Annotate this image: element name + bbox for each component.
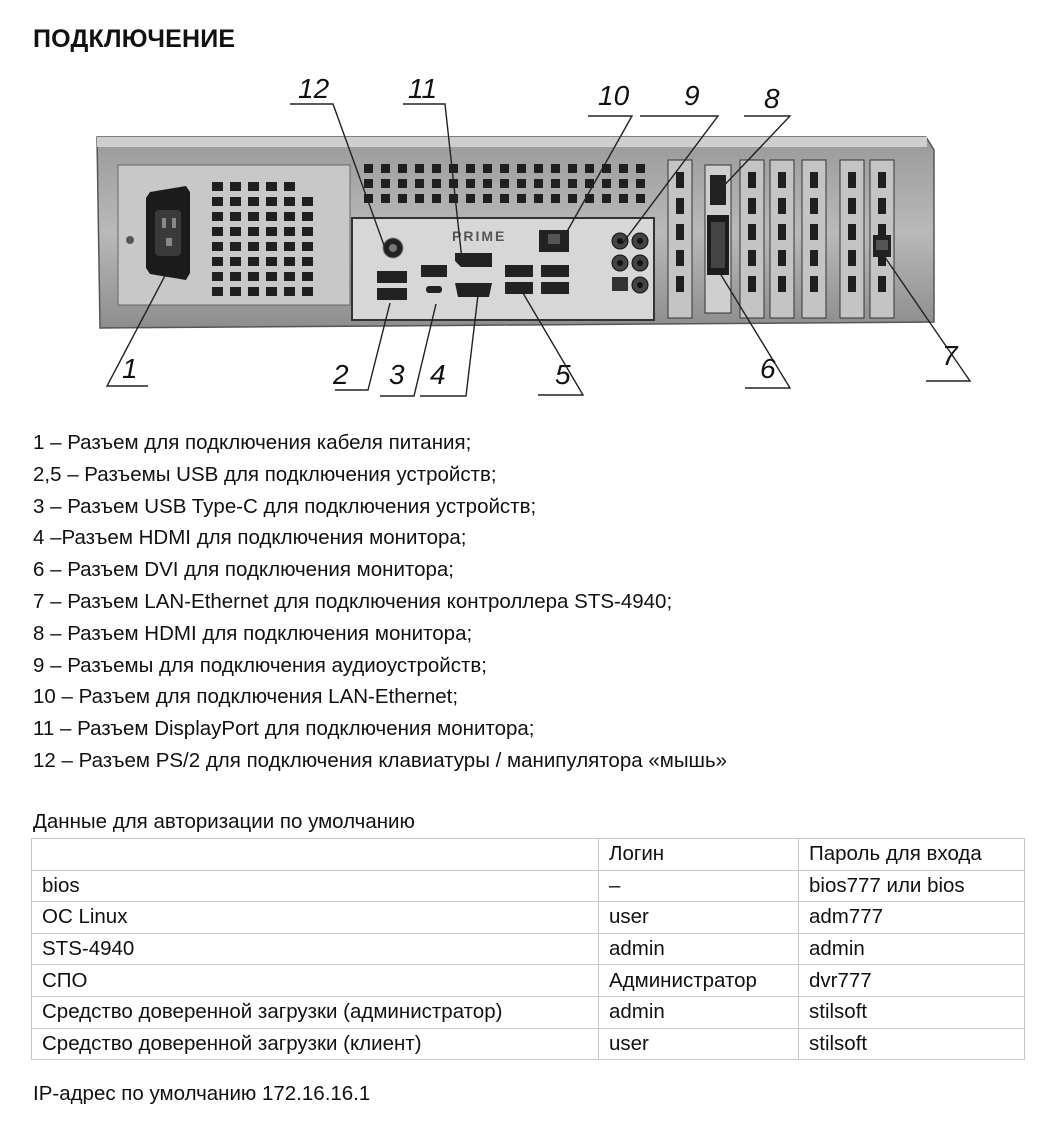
slot-vent <box>778 250 786 266</box>
rear-panel-figure <box>0 60 1060 405</box>
vent-hole <box>381 194 390 203</box>
table-cell: bios <box>32 870 599 902</box>
vent-hole <box>534 164 543 173</box>
vent-hole <box>398 164 407 173</box>
table-cell: – <box>599 870 799 902</box>
legend-item: 8 – Разъем HDMI для подключения монитора; <box>33 621 473 645</box>
psu-grille-hole <box>266 197 277 206</box>
slot-vent <box>810 224 818 240</box>
vent-hole <box>398 179 407 188</box>
vent-hole <box>364 164 373 173</box>
psu-grille-hole <box>302 212 313 221</box>
psu-grille-hole <box>230 272 241 281</box>
psu-grille-hole <box>212 257 223 266</box>
vent-hole <box>568 179 577 188</box>
table-cell: user <box>599 902 799 934</box>
usb-port-right-2 <box>505 282 533 294</box>
vent-hole <box>636 194 645 203</box>
callout-6: 6 <box>760 353 776 384</box>
hdmi-port-gpu <box>710 175 726 205</box>
page-title: ПОДКЛЮЧЕНИЕ <box>33 25 236 53</box>
slot-vent <box>778 276 786 292</box>
slot-vent <box>848 250 856 266</box>
slot-vent <box>676 224 684 240</box>
psu-grille-hole <box>248 242 259 251</box>
usb-port-mid <box>421 265 447 277</box>
callout-7: 7 <box>942 340 958 371</box>
legend-item: 2,5 – Разъемы USB для подключения устройств; <box>33 462 497 486</box>
table-cell: stilsoft <box>799 1028 1025 1060</box>
slot-vent <box>848 224 856 240</box>
psu-grille-hole <box>266 227 277 236</box>
psu-grille-hole <box>230 257 241 266</box>
psu-grille-hole <box>248 287 259 296</box>
table-header-cell <box>32 839 599 871</box>
table-cell: Администратор <box>599 965 799 997</box>
psu-grille-hole <box>212 227 223 236</box>
psu-grille-hole <box>284 272 295 281</box>
vent-hole <box>449 194 458 203</box>
callout-9: 9 <box>684 80 700 111</box>
psu-grille-hole <box>266 272 277 281</box>
vent-hole <box>466 164 475 173</box>
usb-port-left-bottom <box>377 288 407 300</box>
slot-vent <box>848 276 856 292</box>
psu-grille-hole <box>248 227 259 236</box>
gpu-bracket <box>705 165 731 313</box>
auth-caption: Данные для авторизации по умолчанию <box>33 810 415 833</box>
legend-item: 12 – Разъем PS/2 для подключения клавиатуры / манипулятора «мышь» <box>33 748 728 772</box>
vent-hole <box>619 164 628 173</box>
psu-grille-hole <box>284 227 295 236</box>
vent-hole <box>415 179 424 188</box>
table-cell: Средство доверенной загрузки (клиент) <box>32 1028 599 1060</box>
slot-vent <box>848 198 856 214</box>
vent-hole <box>619 194 628 203</box>
psu-grille-hole <box>248 182 259 191</box>
slot-vent <box>778 224 786 240</box>
psu-grille-hole <box>266 242 277 251</box>
vent-hole <box>381 164 390 173</box>
table-row <box>32 1028 1025 1060</box>
vent-hole <box>466 194 475 203</box>
table-cell: СПО <box>32 965 599 997</box>
vent-hole <box>534 179 543 188</box>
vent-hole <box>517 164 526 173</box>
psu-grille-hole <box>212 287 223 296</box>
vent-hole <box>483 164 492 173</box>
slot-vent <box>848 172 856 188</box>
vent-hole <box>551 194 560 203</box>
callout-11: 11 <box>408 73 438 104</box>
callout-4: 4 <box>430 359 446 390</box>
table-cell: bios777 или bios <box>799 870 1025 902</box>
hdmi-port-board <box>455 283 492 297</box>
legend-item: 10 – Разъем для подключения LAN-Ethernet; <box>33 685 459 709</box>
table-header-cell: Логин <box>599 839 799 871</box>
psu-grille-hole <box>230 227 241 236</box>
vent-hole <box>398 194 407 203</box>
slot-vent <box>748 224 756 240</box>
psu-grille-hole <box>302 227 313 236</box>
callout-3: 3 <box>389 359 405 390</box>
table-row <box>32 965 1025 997</box>
callout-8: 8 <box>764 83 780 114</box>
vent-hole <box>415 164 424 173</box>
psu-grille-hole <box>302 197 313 206</box>
table-cell: admin <box>599 996 799 1028</box>
callout-12: 12 <box>298 73 330 104</box>
vent-hole <box>568 194 577 203</box>
slot-vent <box>676 250 684 266</box>
vent-hole <box>551 164 560 173</box>
slot-vent <box>810 276 818 292</box>
table-cell: adm777 <box>799 902 1025 934</box>
usb-port-right-3 <box>541 265 569 277</box>
ip-address-note: IP-адрес по умолчанию 172.16.16.1 <box>33 1082 371 1105</box>
legend-item: 4 –Разъем HDMI для подключения монитора; <box>33 526 467 550</box>
vent-hole <box>602 194 611 203</box>
vent-hole <box>534 194 543 203</box>
vent-hole <box>568 164 577 173</box>
vent-hole <box>483 194 492 203</box>
psu-grille-hole <box>284 242 295 251</box>
vent-hole <box>636 164 645 173</box>
vent-hole <box>466 179 475 188</box>
psu-grille-hole <box>266 182 277 191</box>
displayport-port <box>455 253 492 267</box>
vent-hole <box>602 164 611 173</box>
legend-item: 1 – Разъем для подключения кабеля питания; <box>33 431 472 454</box>
vent-hole <box>619 179 628 188</box>
callout-2: 2 <box>333 359 349 390</box>
vent-hole <box>500 194 509 203</box>
slot-vent <box>676 198 684 214</box>
slot-vent <box>748 276 756 292</box>
psu-grille-hole <box>212 182 223 191</box>
slot-vent <box>778 198 786 214</box>
usb-port-right-1 <box>505 265 533 277</box>
table-row <box>32 996 1025 1028</box>
table-header-cell: Пароль для входа <box>799 839 1025 871</box>
table-cell: dvr777 <box>799 965 1025 997</box>
vent-hole <box>500 164 509 173</box>
slot-vent <box>748 198 756 214</box>
psu-grille-hole <box>212 272 223 281</box>
psu-grille-hole <box>266 287 277 296</box>
psu-grille-hole <box>230 287 241 296</box>
legend-item: 11 – Разъем DisplayPort для подключения монитора; <box>33 717 535 741</box>
slot-vent <box>810 250 818 266</box>
psu-grille-hole <box>230 242 241 251</box>
psu-grille-hole <box>284 287 295 296</box>
psu-grille-hole <box>302 242 313 251</box>
psu-grille-hole <box>302 272 313 281</box>
vent-hole <box>432 194 441 203</box>
psu-grille-hole <box>266 257 277 266</box>
auth-table <box>31 838 1025 1060</box>
slot-vent <box>878 276 886 292</box>
slot-vent <box>810 198 818 214</box>
table-cell: user <box>599 1028 799 1060</box>
psu-grille-hole <box>212 242 223 251</box>
vent-hole <box>432 179 441 188</box>
vent-hole <box>415 194 424 203</box>
connector-legend <box>33 427 727 777</box>
callout-1: 1 <box>122 353 138 384</box>
slot-vent <box>878 172 886 188</box>
vent-hole <box>636 179 645 188</box>
usb-port-left-top <box>377 271 407 283</box>
table-cell: STS-4940 <box>32 933 599 965</box>
table-cell: ОС Linux <box>32 902 599 934</box>
chassis-top-edge <box>97 137 927 147</box>
vent-hole <box>432 164 441 173</box>
table-cell: Средство доверенной загрузки (администратор) <box>32 996 599 1028</box>
slot-vent <box>748 172 756 188</box>
slot-vent <box>676 276 684 292</box>
upper-vent <box>364 164 645 203</box>
table-row <box>32 933 1025 965</box>
psu-grille-hole <box>284 182 295 191</box>
vent-hole <box>381 179 390 188</box>
legend-item: 7 – Разъем LAN-Ethernet для подключения контроллера STS-4940; <box>33 589 673 613</box>
legend-item: 6 – Разъем DVI для подключения монитора; <box>33 558 454 582</box>
slot-vent <box>878 198 886 214</box>
psu-grille-hole <box>230 182 241 191</box>
table-cell: stilsoft <box>799 996 1025 1028</box>
vent-hole <box>449 164 458 173</box>
usb-port-right-4 <box>541 282 569 294</box>
io-shield-logo: PRIME <box>452 228 507 244</box>
psu-grille-hole <box>284 197 295 206</box>
psu-grille-hole <box>212 197 223 206</box>
slot-vent <box>748 250 756 266</box>
psu-grille-hole <box>302 287 313 296</box>
psu-grille-hole <box>248 212 259 221</box>
table-row <box>32 902 1025 934</box>
table-row <box>32 870 1025 902</box>
table-cell: admin <box>799 933 1025 965</box>
vent-hole <box>364 179 373 188</box>
psu-grille-hole <box>212 212 223 221</box>
callout-5: 5 <box>555 359 571 390</box>
psu-grille-hole <box>248 257 259 266</box>
vent-hole <box>551 179 560 188</box>
usb-c-port <box>426 286 442 293</box>
slot-vent <box>676 172 684 188</box>
slot-vent <box>778 172 786 188</box>
psu-grille-hole <box>302 257 313 266</box>
psu-grille-hole <box>266 212 277 221</box>
legend-item: 9 – Разъемы для подключения аудиоустройств; <box>33 653 487 677</box>
legend-item: 3 – Разъем USB Type-C для подключения устройств; <box>33 494 537 518</box>
vent-hole <box>517 194 526 203</box>
vent-hole <box>602 179 611 188</box>
callout-10: 10 <box>598 80 630 111</box>
psu-grille-hole <box>284 257 295 266</box>
vent-hole <box>483 179 492 188</box>
vent-hole <box>585 164 594 173</box>
table-header-row <box>32 839 1025 871</box>
psu-grille-hole <box>284 212 295 221</box>
vent-hole <box>500 179 509 188</box>
psu-grille-hole <box>248 272 259 281</box>
psu-grille-hole <box>230 197 241 206</box>
vent-hole <box>517 179 526 188</box>
slot-vent <box>810 172 818 188</box>
psu-grille-hole <box>230 212 241 221</box>
psu-grille-hole <box>248 197 259 206</box>
table-cell: admin <box>599 933 799 965</box>
